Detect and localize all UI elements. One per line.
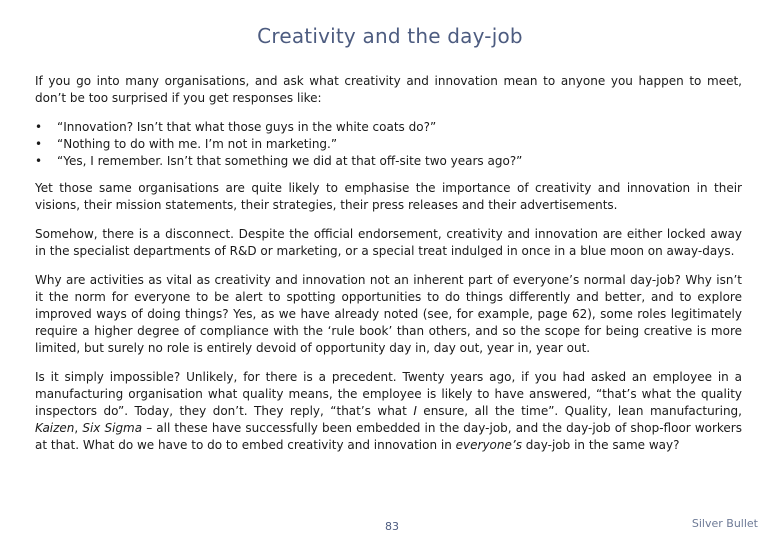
list-item-text: “Innovation? Isn’t that what those guys in the white coats do?”	[57, 120, 437, 134]
intro-paragraph: If you go into many organisations, and ask what creativity and innovation mean to anyone you happen to meet, don’t be too surprised if you get responses like:	[35, 74, 742, 105]
text-run: ensure, all the time”. Quality, lean manufacturing,	[416, 404, 742, 418]
bullet-icon: •	[35, 154, 43, 168]
brand-footer: Silver Bullet	[691, 517, 758, 530]
quote-list	[35, 119, 742, 170]
emphasis-kaizen: Kaizen	[35, 421, 75, 435]
bullet-icon: •	[35, 120, 43, 134]
page-number: 83	[385, 520, 399, 533]
list-item	[35, 153, 742, 170]
list-item	[35, 136, 742, 153]
bullet-icon: •	[35, 137, 43, 151]
emphasis-six-sigma: Six Sigma	[82, 421, 143, 435]
body-content	[35, 73, 742, 466]
emphasis-everyones: everyone’s	[455, 438, 522, 452]
text-run: ,	[74, 421, 83, 435]
list-item	[35, 119, 742, 136]
paragraph-precedent	[35, 369, 742, 454]
text-run: day-job in the same way?	[521, 438, 680, 452]
page-title: Creativity and the day-job	[257, 24, 523, 48]
list-item-text: “Yes, I remember. Isn’t that something we did at that off-site two years ago?”	[57, 154, 523, 168]
paragraph-day-job: Why are activities as vital as creativity and innovation not an inherent part of everyone’s normal day-job? Why isn’t it the norm for everyone to be alert to spotting opportunities to do things differently and better, and to explore improved ways of doing things? Yes, as we have already noted (see, for example, page 62), some roles legitimately require a higher degree of compliance with the ‘rule book’ than others, and so the scope for being creative is more limited, but surely no role is entirely devoid of opportunity day in, day out, year in, year out.	[35, 273, 742, 355]
paragraph-visions: Yet those same organisations are quite likely to emphasise the importance of creativity and innovation in their visions, their mission statements, their strategies, their press releases and their advertisements.	[35, 181, 742, 212]
paragraph-disconnect: Somehow, there is a disconnect. Despite the official endorsement, creativity and innovation are either locked away in the specialist departments of R&D or marketing, or a special treat indulged in once in a blue moon on away-days.	[35, 227, 742, 258]
text-run: – all these have successfully been embedded in the day-job, and the day-job of shop-floor workers at that. What do we have to do to embed creativity and innovation in	[35, 421, 742, 452]
list-item-text: “Nothing to do with me. I’m not in marketing.”	[57, 137, 338, 151]
emphasis-i: I	[413, 404, 417, 418]
text-run: Is it simply impossible? Unlikely, for there is a precedent. Twenty years ago, if you had asked an employee in a manufacturing organisation what quality means, the employee is likely to have answered, “that’s what the quality inspectors do”. Today, they don’t. They reply, “that’s what	[35, 370, 742, 418]
